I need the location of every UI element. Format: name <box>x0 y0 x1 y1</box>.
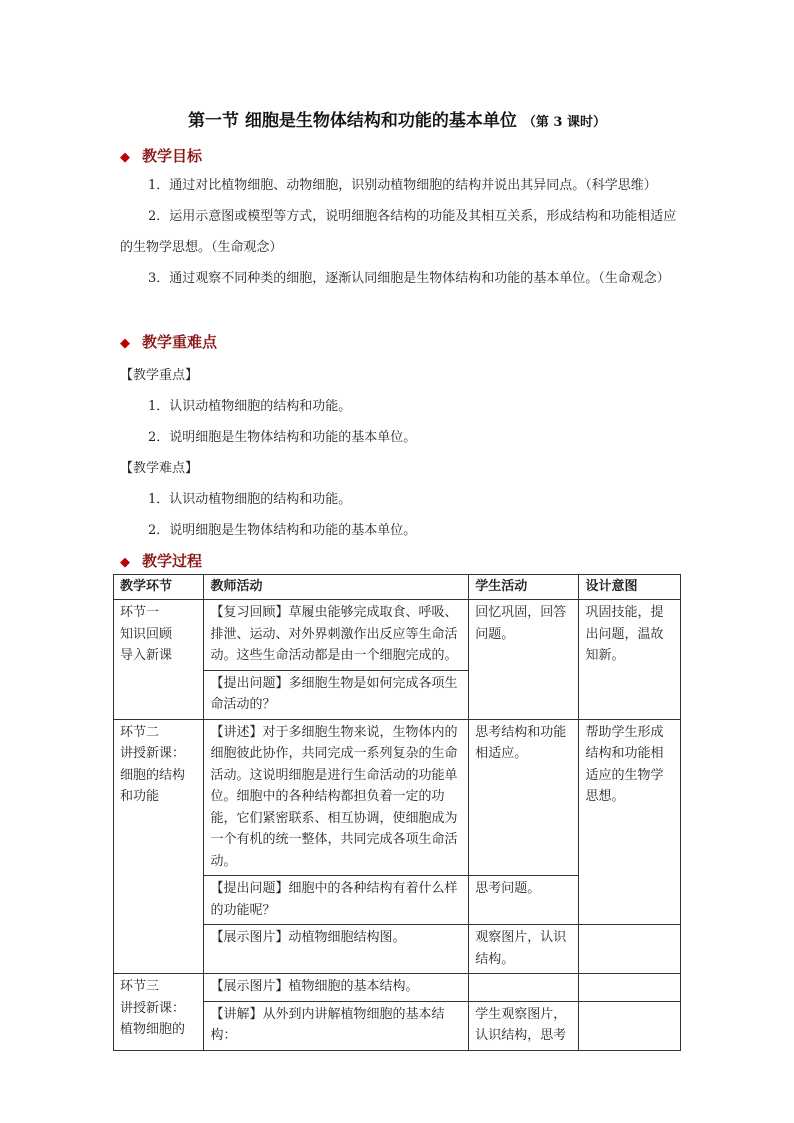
difficult-point-1: 1．认识动植物细胞的结构和功能。 <box>148 492 352 507</box>
student-cell: 学生观察图片，认识结构，思考 <box>469 1001 579 1050</box>
title-text: 第一节 细胞是生物体结构和功能的基本单位 <box>187 111 517 131</box>
table-row <box>114 600 681 671</box>
difficult-points-label: 【教学难点】 <box>120 461 199 476</box>
objective-2: 2．运用示意图或模型等方式，说明细胞各结构的功能及其相互关系，形成结构和功能相适应的生物学思想。（生命观念） <box>120 209 677 255</box>
student-cell: 思考问题。 <box>469 876 579 925</box>
stage-cell: 环节一 知识回顾 导入新课 <box>114 600 204 720</box>
document-title <box>0 106 794 131</box>
key-point-2: 2．说明细胞是生物体结构和功能的基本单位。 <box>148 430 417 445</box>
teacher-cell: 【讲述】对于多细胞生物来说，生物体内的细胞彼此协作，共同完成一系列复杂的生命活动。这说明细胞是进行生命活动的功能单位。细胞中的各种结构都担负着一定的功能，它们紧密联系、相互协调，使细胞成为一个有机的统一整体，共同完成各项生命活动。 <box>204 719 469 876</box>
intent-cell <box>579 925 681 974</box>
objective-1: 1．通过对比植物细胞、动物细胞，识别动植物细胞的结构并说出其异同点。（科学思维） <box>148 178 657 193</box>
header-teacher: 教师活动 <box>204 575 469 600</box>
header-student: 学生活动 <box>469 575 579 600</box>
teacher-cell: 【复习回顾】草履虫能够完成取食、呼吸、排泄、运动、对外界刺激作出反应等生命活动。这些生命活动都是由一个细胞完成的。 <box>204 600 469 671</box>
diamond-bullet-icon: ◆ <box>120 336 130 351</box>
objective-3: 3．通过观察不同种类的细胞，逐渐认同细胞是生物体结构和功能的基本单位。（生命观念） <box>148 271 670 286</box>
stage-cell: 环节二 讲授新课：细胞的结构和功能 <box>114 719 204 974</box>
key-points-label: 【教学重点】 <box>120 368 199 383</box>
table-row <box>114 974 681 1002</box>
section-heading-key-difficult: ◆ 教学重难点 <box>120 333 218 351</box>
stage-cell: 环节三 讲授新课：植物细胞的 <box>114 974 204 1051</box>
teacher-cell: 【讲解】从外到内讲解植物细胞的基本结构： <box>204 1001 469 1050</box>
student-cell: 观察图片，认识结构。 <box>469 925 579 974</box>
header-intent: 设计意图 <box>579 575 681 600</box>
difficult-point-2: 2．说明细胞是生物体结构和功能的基本单位。 <box>148 523 417 538</box>
student-cell <box>469 974 579 1002</box>
teacher-cell: 【展示图片】植物细胞的基本结构。 <box>204 974 469 1002</box>
intent-cell <box>579 974 681 1002</box>
header-stage: 教学环节 <box>114 575 204 600</box>
intent-cell: 巩固技能，提出问题，温故知新。 <box>579 600 681 720</box>
student-cell: 回忆巩固，回答问题。 <box>469 600 579 720</box>
intent-cell <box>579 1001 681 1050</box>
title-note: （第 3 课时） <box>522 115 607 130</box>
teacher-cell: 【展示图片】动植物细胞结构图。 <box>204 925 469 974</box>
teacher-cell: 【提出问题】多细胞生物是如何完成各项生命活动的？ <box>204 670 469 719</box>
table-header-row <box>114 575 681 600</box>
process-table <box>113 574 681 1051</box>
section-heading-process: ◆ 教学过程 <box>120 552 203 570</box>
intent-cell: 帮助学生形成结构和功能相适应的生物学思想。 <box>579 719 681 925</box>
diamond-bullet-icon: ◆ <box>120 150 130 165</box>
student-cell: 思考结构和功能相适应。 <box>469 719 579 876</box>
table-row <box>114 719 681 876</box>
section-heading-objectives: ◆ 教学目标 <box>120 147 203 165</box>
key-point-1: 1．认识动植物细胞的结构和功能。 <box>148 399 352 414</box>
diamond-bullet-icon: ◆ <box>120 555 130 570</box>
teacher-cell: 【提出问题】细胞中的各种结构有着什么样的功能呢？ <box>204 876 469 925</box>
